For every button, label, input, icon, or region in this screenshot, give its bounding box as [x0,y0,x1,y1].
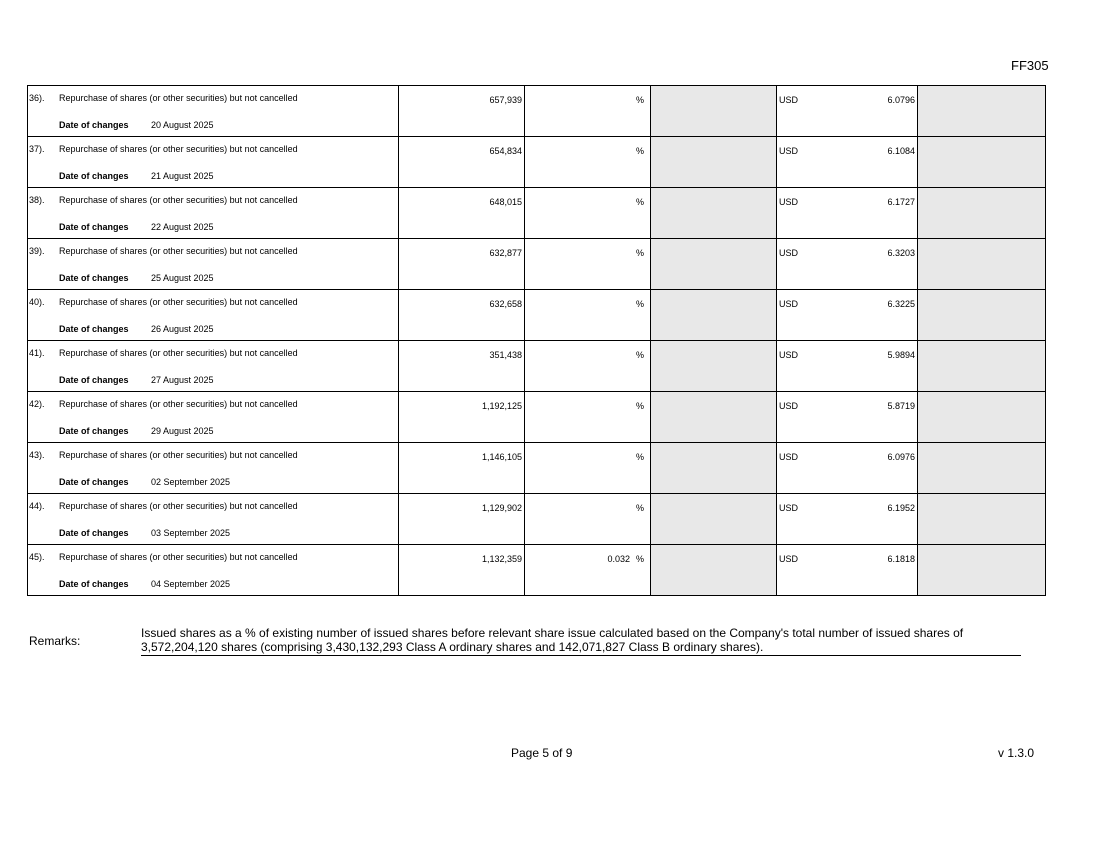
percentage-cell [525,290,651,341]
shaded-cell [918,494,1046,545]
currency: USD [779,248,799,258]
change-description: Repurchase of shares (or other securities) but not cancelled [59,93,298,103]
row-number: 45). [29,552,45,562]
date-of-change: 21 August 2025 [151,171,214,181]
date-of-change: 29 August 2025 [151,426,214,436]
description-cell [28,392,399,443]
currency: USD [779,197,799,207]
shaded-cell [918,392,1046,443]
currency: USD [779,146,799,156]
table-row [28,188,1046,239]
percent-sign: % [635,350,644,360]
shaded-cell [651,443,777,494]
price-per-share: 6.3225 [887,299,915,309]
date-label: Date of changes [59,222,129,232]
number-of-shares: 1,129,902 [481,503,522,513]
percent-sign: % [635,95,644,105]
price-per-share: 6.0976 [887,452,915,462]
date-of-change: 27 August 2025 [151,375,214,385]
percentage-cell [525,392,651,443]
shaded-cell [918,86,1046,137]
shaded-cell [651,188,777,239]
percent-sign: % [635,554,644,564]
description-cell [28,545,399,596]
shares-cell [399,86,525,137]
row-number: 38). [29,195,45,205]
change-description: Repurchase of shares (or other securities) but not cancelled [59,399,298,409]
row-number: 42). [29,399,45,409]
price-cell [777,239,918,290]
description-cell [28,290,399,341]
date-of-change: 26 August 2025 [151,324,214,334]
description-cell [28,188,399,239]
shaded-cell [651,341,777,392]
price-cell [777,290,918,341]
remarks-text: Issued shares as a % of existing number of issued shares before relevant share issue calculated based on the Company's total number of issued shares of 3,572,204,120 shares (comprising 3,430,132,293 Class A ordinary shares and 142,071,827 Class B ordinary shares). [141,626,1021,656]
table-row [28,86,1046,137]
currency: USD [779,452,799,462]
percentage-cell [525,545,651,596]
currency: USD [779,299,799,309]
number-of-shares: 654,834 [489,146,522,156]
row-number: 39). [29,246,45,256]
change-description: Repurchase of shares (or other securities) but not cancelled [59,144,298,154]
row-number: 36). [29,93,45,103]
percent-sign: % [635,299,644,309]
shaded-cell [651,137,777,188]
price-per-share: 5.8719 [887,401,915,411]
shaded-cell [918,239,1046,290]
percent-sign: % [635,503,644,513]
price-cell [777,86,918,137]
shaded-cell [918,188,1046,239]
date-of-change: 25 August 2025 [151,273,214,283]
row-number: 37). [29,144,45,154]
number-of-shares: 1,132,359 [481,554,522,564]
percentage-cell [525,341,651,392]
percentage-cell [525,137,651,188]
shaded-cell [651,392,777,443]
currency: USD [779,401,799,411]
currency: USD [779,503,799,513]
shares-cell [399,239,525,290]
date-label: Date of changes [59,324,129,334]
percent-sign: % [635,401,644,411]
shaded-cell [918,137,1046,188]
table-row [28,443,1046,494]
shaded-cell [918,290,1046,341]
percentage-cell [525,494,651,545]
percent-sign: % [635,452,644,462]
remarks-label: Remarks: [29,634,81,648]
table-row [28,545,1046,596]
date-of-change: 04 September 2025 [151,579,231,589]
currency: USD [779,350,799,360]
version-label: v 1.3.0 [998,746,1035,760]
date-label: Date of changes [59,426,129,436]
shaded-cell [651,239,777,290]
row-number: 43). [29,450,45,460]
description-cell [28,443,399,494]
percentage-cell [525,86,651,137]
price-per-share: 6.1084 [887,146,915,156]
percentage-cell [525,443,651,494]
price-per-share: 6.1952 [887,503,915,513]
shares-cell [399,545,525,596]
price-per-share: 5.9894 [887,350,915,360]
date-label: Date of changes [59,273,129,283]
number-of-shares: 648,015 [489,197,522,207]
price-cell [777,392,918,443]
shaded-cell [918,443,1046,494]
number-of-shares: 632,658 [489,299,522,309]
currency: USD [779,95,799,105]
description-cell [28,239,399,290]
date-label: Date of changes [59,120,129,130]
shares-cell [399,188,525,239]
shares-cell [399,290,525,341]
currency: USD [779,554,799,564]
description-cell [28,341,399,392]
table-row [28,494,1046,545]
shares-cell [399,494,525,545]
change-description: Repurchase of shares (or other securities) but not cancelled [59,450,298,460]
date-of-change: 22 August 2025 [151,222,214,232]
table-row [28,137,1046,188]
change-description: Repurchase of shares (or other securities) but not cancelled [59,195,298,205]
shares-cell [399,341,525,392]
price-cell [777,341,918,392]
change-description: Repurchase of shares (or other securities) but not cancelled [59,552,298,562]
date-of-change: 02 September 2025 [151,477,231,487]
percent-sign: % [635,197,644,207]
shaded-cell [918,545,1046,596]
page-number: Page 5 of 9 [511,746,573,760]
number-of-shares: 1,146,105 [481,452,522,462]
row-number: 40). [29,297,45,307]
price-per-share: 6.1727 [887,197,915,207]
shaded-cell [651,290,777,341]
description-cell [28,86,399,137]
shares-cell [399,443,525,494]
table-row [28,392,1046,443]
change-description: Repurchase of shares (or other securities) but not cancelled [59,348,298,358]
table-row [28,290,1046,341]
change-description: Repurchase of shares (or other securities) but not cancelled [59,501,298,511]
date-label: Date of changes [59,375,129,385]
shares-cell [399,392,525,443]
date-label: Date of changes [59,477,129,487]
percent-sign: % [635,248,644,258]
shaded-cell [651,494,777,545]
price-cell [777,443,918,494]
description-cell [28,137,399,188]
number-of-shares: 1,192,125 [481,401,522,411]
price-cell [777,494,918,545]
percent-sign: % [635,146,644,156]
price-cell [777,188,918,239]
date-label: Date of changes [59,171,129,181]
percentage-cell [525,239,651,290]
price-cell [777,137,918,188]
date-of-change: 20 August 2025 [151,120,214,130]
date-label: Date of changes [59,528,129,538]
number-of-shares: 351,438 [489,350,522,360]
number-of-shares: 632,877 [489,248,522,258]
change-description: Repurchase of shares (or other securities) but not cancelled [59,246,298,256]
price-per-share: 6.3203 [887,248,915,258]
table-row [28,239,1046,290]
price-per-share: 6.1818 [887,554,915,564]
row-number: 41). [29,348,45,358]
shaded-cell [918,341,1046,392]
description-cell [28,494,399,545]
shaded-cell [651,545,777,596]
shares-cell [399,137,525,188]
share-repurchase-table [27,85,1046,596]
date-label: Date of changes [59,579,129,589]
row-number: 44). [29,501,45,511]
date-of-change: 03 September 2025 [151,528,231,538]
percentage-cell [525,188,651,239]
change-description: Repurchase of shares (or other securities) but not cancelled [59,297,298,307]
price-per-share: 6.0796 [887,95,915,105]
form-code: FF305 [1011,58,1049,73]
table-row [28,341,1046,392]
percentage-value: 0.032 [607,554,630,564]
number-of-shares: 657,939 [489,95,522,105]
shaded-cell [651,86,777,137]
price-cell [777,545,918,596]
